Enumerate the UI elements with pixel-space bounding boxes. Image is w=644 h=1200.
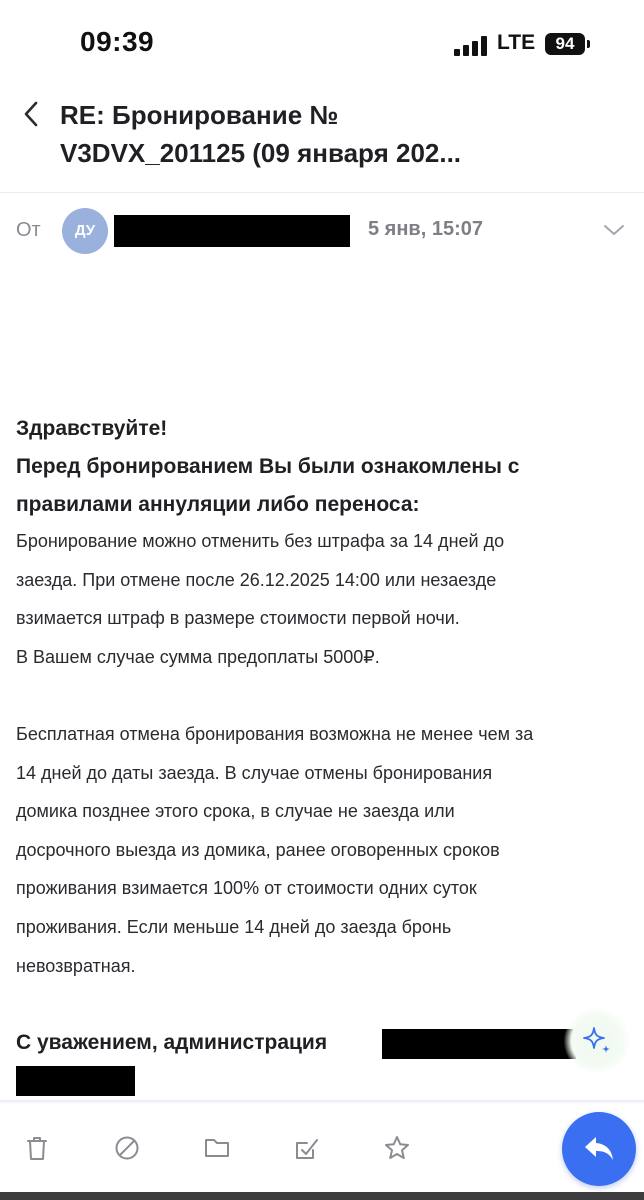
header-divider — [0, 192, 644, 193]
trash-icon — [25, 1135, 49, 1161]
policy-paragraph — [16, 522, 628, 676]
spam-button[interactable] — [110, 1131, 144, 1165]
chevron-left-icon — [23, 101, 39, 127]
status-bar — [0, 0, 644, 88]
home-indicator-strip — [0, 1192, 644, 1200]
signal-icon — [454, 36, 490, 56]
status-time: 09:39 — [80, 26, 155, 57]
policy-line: Бронирование можно отменить без штрафа за 14 дней до — [16, 531, 505, 551]
redacted-organization-name — [382, 1029, 576, 1059]
terms-line: Бесплатная отмена бронирования возможна не менее чем за — [16, 724, 534, 744]
policy-line: заезда. При отмене после 26.12.2025 14:00 или незаезде — [16, 569, 497, 590]
message-date: 5 янв, 15:07 — [368, 218, 483, 240]
terms-line: проживания взимается 100% от стоимости одних суток — [16, 878, 477, 899]
network-type: LTE — [497, 31, 536, 54]
terms-line: домика позднее этого срока, в случае не заезда или — [16, 801, 455, 822]
reply-icon — [582, 1134, 616, 1164]
subject-line-1: RE: Бронирование № — [60, 100, 339, 130]
back-button[interactable] — [14, 96, 48, 132]
email-subject — [60, 96, 620, 172]
favorite-button[interactable] — [380, 1131, 414, 1165]
redacted-sender-name — [114, 215, 350, 247]
toolbar-divider — [0, 1100, 644, 1104]
delete-button[interactable] — [20, 1131, 54, 1165]
folder-icon — [203, 1136, 231, 1160]
battery-icon: 94 — [545, 33, 585, 55]
star-icon — [383, 1134, 411, 1162]
reply-button[interactable] — [562, 1112, 636, 1186]
policy-line: В Вашем случае сумма предоплаты 5000₽. — [16, 646, 380, 667]
chevron-down-icon — [603, 223, 625, 237]
intro-line-2: правилами аннуляции либо переноса: — [16, 493, 420, 516]
mark-done-icon — [293, 1135, 321, 1161]
terms-line: 14 дней до даты заезда. В случае отмены бронирования — [16, 762, 493, 783]
sparkle-icon — [580, 1024, 614, 1058]
move-to-folder-button[interactable] — [200, 1131, 234, 1165]
intro-line-1: Перед бронированием Вы были ознакомлены с — [16, 455, 520, 478]
policy-line: взимается штраф в размере стоимости первой ночи. — [16, 608, 460, 629]
mark-button[interactable] — [290, 1131, 324, 1165]
terms-paragraph — [16, 715, 628, 985]
battery-tip — [587, 40, 590, 48]
redacted-organization-name-continued — [16, 1066, 135, 1096]
greeting: Здравствуйте! — [16, 417, 168, 440]
subject-line-2: V3DVX_201125 (09 января 202... — [60, 138, 462, 168]
from-label: От — [16, 219, 41, 241]
terms-line: проживания. Если меньше 14 дней до заезда бронь — [16, 916, 452, 937]
terms-line: досрочного выезда из домика, ранее оговоренных сроков — [16, 839, 500, 860]
signature: С уважением, администрация — [16, 1031, 328, 1054]
ai-assistant-button[interactable] — [564, 1008, 630, 1074]
sender-avatar[interactable]: ДУ — [62, 208, 108, 254]
expand-details-button[interactable] — [598, 216, 630, 244]
terms-line: невозвратная. — [16, 955, 136, 976]
spam-icon — [114, 1135, 140, 1161]
greeting-block — [16, 410, 628, 524]
